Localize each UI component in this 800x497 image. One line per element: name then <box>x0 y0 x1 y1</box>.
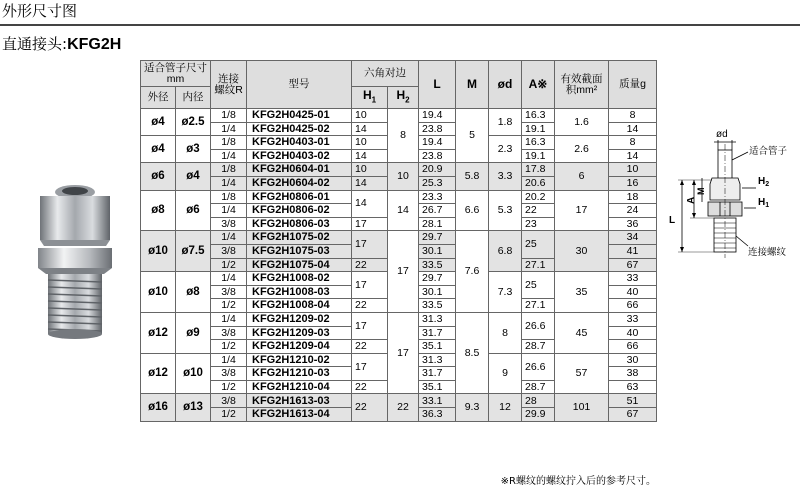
cell-r: 1/8 <box>211 109 247 123</box>
cell-model: KFG2H1075-04 <box>247 258 352 272</box>
cell-a: 28.7 <box>522 340 555 354</box>
header-h1-letter: H <box>362 87 372 102</box>
cell-d: 3.3 <box>489 163 522 190</box>
cell-a: 25 <box>522 231 555 258</box>
section-title <box>2 34 121 55</box>
cell-model: KFG2H0604-01 <box>247 163 352 177</box>
cell-d: 1.8 <box>489 109 522 136</box>
cell-l: 35.1 <box>419 380 456 394</box>
cell-mass: 67 <box>609 408 657 422</box>
cell-l: 29.7 <box>419 272 456 286</box>
cell-h1: 17 <box>352 312 388 339</box>
cell-mass: 8 <box>609 136 657 150</box>
cell-h1: 17 <box>352 217 388 231</box>
cell-l: 33.5 <box>419 299 456 313</box>
cell-h1: 14 <box>352 149 388 163</box>
cell-l: 23.8 <box>419 149 456 163</box>
cell-a: 16.3 <box>522 109 555 123</box>
cell-model: KFG2H1210-02 <box>247 353 352 367</box>
cell-model: KFG2H1008-03 <box>247 285 352 299</box>
cell-r: 1/2 <box>211 299 247 313</box>
cell-id: ø7.5 <box>176 231 211 272</box>
page-title: 外形尺寸图 <box>2 2 78 20</box>
cell-model: KFG2H0403-01 <box>247 136 352 150</box>
cell-h1: 22 <box>352 340 388 354</box>
cell-r: 1/4 <box>211 122 247 136</box>
cell-h1: 14 <box>352 176 388 190</box>
cell-a: 27.1 <box>522 258 555 272</box>
header-M: M <box>456 61 489 109</box>
cell-d: 6.8 <box>489 231 522 272</box>
cell-a: 20.2 <box>522 190 555 204</box>
cell-area: 17 <box>555 190 609 231</box>
drawing-label-a: A <box>686 196 697 204</box>
cell-mass: 8 <box>609 109 657 123</box>
table-row <box>141 109 657 123</box>
table-row <box>141 231 657 245</box>
cell-model: KFG2H1613-04 <box>247 408 352 422</box>
cell-mass: 66 <box>609 340 657 354</box>
cell-area: 45 <box>555 312 609 353</box>
dimension-table-wrap <box>140 60 656 422</box>
cell-l: 25.3 <box>419 176 456 190</box>
cell-model: KFG2H0604-02 <box>247 176 352 190</box>
header-mass: 质量g <box>609 61 657 109</box>
cell-area: 35 <box>555 272 609 313</box>
cell-l: 23.3 <box>419 190 456 204</box>
cell-model: KFG2H1008-04 <box>247 299 352 313</box>
cell-mass: 40 <box>609 285 657 299</box>
cell-area: 2.6 <box>555 136 609 163</box>
header-h2-sub: 2 <box>405 95 410 105</box>
cell-l: 31.7 <box>419 367 456 381</box>
cell-r: 3/8 <box>211 367 247 381</box>
cell-mass: 34 <box>609 231 657 245</box>
cell-h1: 14 <box>352 190 388 217</box>
cell-mass: 41 <box>609 244 657 258</box>
cell-model: KFG2H1075-03 <box>247 244 352 258</box>
cell-od: ø10 <box>141 231 176 272</box>
cell-r: 1/4 <box>211 231 247 245</box>
cell-l: 20.9 <box>419 163 456 177</box>
cell-od: ø10 <box>141 272 176 313</box>
cell-r: 1/2 <box>211 408 247 422</box>
cell-mass: 14 <box>609 149 657 163</box>
drawing-label-h1: $H_1$ <box>758 197 770 209</box>
cell-l: 26.7 <box>419 204 456 218</box>
cell-mass: 16 <box>609 176 657 190</box>
cell-mass: 66 <box>609 299 657 313</box>
fitting-photo <box>30 182 120 342</box>
cell-r: 1/4 <box>211 312 247 326</box>
cell-d: 9 <box>489 353 522 394</box>
cell-h1: 14 <box>352 122 388 136</box>
cell-area: 57 <box>555 353 609 394</box>
cell-mass: 63 <box>609 380 657 394</box>
cell-h1: 22 <box>352 394 388 421</box>
drawing-label-tube: 适合管子 <box>749 146 788 157</box>
cell-id: ø13 <box>176 394 211 421</box>
cell-model: KFG2H0425-02 <box>247 122 352 136</box>
cell-model: KFG2H1075-02 <box>247 231 352 245</box>
cell-l: 31.3 <box>419 353 456 367</box>
cell-mass: 67 <box>609 258 657 272</box>
cell-l: 19.4 <box>419 109 456 123</box>
cell-id: ø2.5 <box>176 109 211 136</box>
cell-r: 1/2 <box>211 258 247 272</box>
cell-id: ø9 <box>176 312 211 353</box>
cell-l: 31.7 <box>419 326 456 340</box>
cell-r: 1/4 <box>211 149 247 163</box>
cell-model: KFG2H0403-02 <box>247 149 352 163</box>
cell-mass: 51 <box>609 394 657 408</box>
header-od: 外径 <box>141 87 176 109</box>
cell-a: 23 <box>522 217 555 231</box>
cell-mass: 18 <box>609 190 657 204</box>
cell-mass: 38 <box>609 367 657 381</box>
cell-h1: 10 <box>352 109 388 123</box>
cell-r: 1/2 <box>211 340 247 354</box>
cell-r: 1/8 <box>211 163 247 177</box>
section-title-prefix: 直通接头: <box>2 35 68 53</box>
cell-r: 3/8 <box>211 394 247 408</box>
cell-area: 6 <box>555 163 609 190</box>
cell-a: 26.6 <box>522 312 555 339</box>
header-hex: 六角对边 <box>352 61 419 87</box>
cell-a: 29.9 <box>522 408 555 422</box>
header-h1-sub: 1 <box>371 95 377 105</box>
cell-id: ø4 <box>176 163 211 190</box>
cell-h2: 14 <box>388 190 419 231</box>
cell-r: 3/8 <box>211 285 247 299</box>
cell-mass: 24 <box>609 204 657 218</box>
cell-od: ø4 <box>141 136 176 163</box>
cell-mass: 14 <box>609 122 657 136</box>
header-area: 有效截面积mm² <box>555 61 609 109</box>
cell-a: 20.6 <box>522 176 555 190</box>
cell-a: 17.8 <box>522 163 555 177</box>
section-title-model: KFG2H <box>67 36 122 53</box>
cell-r: 3/8 <box>211 326 247 340</box>
header-model: 型号 <box>247 61 352 109</box>
cell-m: 9.3 <box>456 394 489 421</box>
cell-a: 25 <box>522 272 555 299</box>
table-row <box>141 394 657 408</box>
drawing-label-l: L <box>669 215 676 226</box>
cell-id: ø3 <box>176 136 211 163</box>
cell-d: 5.3 <box>489 190 522 231</box>
cell-h1: 17 <box>352 272 388 299</box>
cell-l: 30.1 <box>419 244 456 258</box>
cell-r: 1/4 <box>211 204 247 218</box>
header-A: A※ <box>522 61 555 109</box>
cell-model: KFG2H1209-03 <box>247 326 352 340</box>
cell-mass: 36 <box>609 217 657 231</box>
cell-l: 33.1 <box>419 394 456 408</box>
cell-id: ø6 <box>176 190 211 231</box>
cell-h1: 17 <box>352 353 388 380</box>
cell-m: 5.8 <box>456 163 489 190</box>
cell-a: 28.7 <box>522 380 555 394</box>
footnote: ※R螺纹的螺纹拧入后的参考尺寸。 <box>500 476 656 487</box>
table-row <box>141 163 657 177</box>
table-row <box>141 190 657 204</box>
cell-h2: 17 <box>388 231 419 313</box>
cell-a: 22 <box>522 204 555 218</box>
header-h2-letter: H <box>396 87 406 102</box>
cell-m: 6.6 <box>456 190 489 231</box>
cell-od: ø12 <box>141 353 176 394</box>
cell-model: KFG2H1209-04 <box>247 340 352 354</box>
header-h2 <box>388 87 419 109</box>
cell-h1: 10 <box>352 136 388 150</box>
cell-m: 7.6 <box>456 231 489 313</box>
header-tube-size: 适合管子尺寸mm <box>141 61 211 87</box>
cell-h2: 22 <box>388 394 419 421</box>
cell-od: ø6 <box>141 163 176 190</box>
cell-r: 1/8 <box>211 190 247 204</box>
dimension-table <box>140 60 657 422</box>
cell-h1: 22 <box>352 299 388 313</box>
cell-mass: 30 <box>609 353 657 367</box>
title-divider <box>0 24 800 26</box>
cell-mass: 33 <box>609 312 657 326</box>
cell-id: ø8 <box>176 272 211 313</box>
dimension-table-body <box>141 109 657 422</box>
cell-d: 12 <box>489 394 522 421</box>
cell-a: 19.1 <box>522 149 555 163</box>
drawing-label-h2: $H_2$ <box>758 176 770 188</box>
drawing-label-thread: 连接螺纹 <box>748 247 787 258</box>
cell-model: KFG2H0425-01 <box>247 109 352 123</box>
cell-model: KFG2H0806-02 <box>247 204 352 218</box>
header-id: 内径 <box>176 87 211 109</box>
cell-model: KFG2H1613-03 <box>247 394 352 408</box>
cell-area: 30 <box>555 231 609 272</box>
cell-l: 35.1 <box>419 340 456 354</box>
cell-l: 28.1 <box>419 217 456 231</box>
cell-h1: 22 <box>352 380 388 394</box>
cell-area: 1.6 <box>555 109 609 136</box>
header-d: ød <box>489 61 522 109</box>
cell-l: 30.1 <box>419 285 456 299</box>
cell-d: 2.3 <box>489 136 522 163</box>
cell-h1: 10 <box>352 163 388 177</box>
cell-od: ø16 <box>141 394 176 421</box>
cell-h1: 22 <box>352 258 388 272</box>
cell-r: 3/8 <box>211 244 247 258</box>
cell-r: 3/8 <box>211 217 247 231</box>
cell-mass: 10 <box>609 163 657 177</box>
cell-a: 27.1 <box>522 299 555 313</box>
cell-area: 101 <box>555 394 609 421</box>
cell-l: 19.4 <box>419 136 456 150</box>
cell-model: KFG2H1210-03 <box>247 367 352 381</box>
cell-r: 1/2 <box>211 380 247 394</box>
cell-l: 29.7 <box>419 231 456 245</box>
cell-l: 31.3 <box>419 312 456 326</box>
cell-mass: 40 <box>609 326 657 340</box>
drawing-label-d: ød <box>716 129 728 140</box>
drawing-label-m: M <box>696 187 706 195</box>
cell-od: ø4 <box>141 109 176 136</box>
cell-h2: 17 <box>388 312 419 394</box>
cell-d: 7.3 <box>489 272 522 313</box>
cell-m: 8.5 <box>456 312 489 394</box>
cell-od: ø8 <box>141 190 176 231</box>
cell-a: 26.6 <box>522 353 555 380</box>
cell-a: 19.1 <box>522 122 555 136</box>
cell-model: KFG2H1209-02 <box>247 312 352 326</box>
cell-r: 1/8 <box>211 136 247 150</box>
cell-h2: 10 <box>388 163 419 190</box>
cell-r: 1/4 <box>211 272 247 286</box>
table-row <box>141 312 657 326</box>
cell-d: 8 <box>489 312 522 353</box>
cell-mass: 33 <box>609 272 657 286</box>
cell-a: 28 <box>522 394 555 408</box>
header-L: L <box>419 61 456 109</box>
cell-l: 33.5 <box>419 258 456 272</box>
cell-m: 5 <box>456 109 489 163</box>
header-thread: 连接螺纹R <box>211 61 247 109</box>
cell-od: ø12 <box>141 312 176 353</box>
cell-r: 1/4 <box>211 353 247 367</box>
cell-h2: 8 <box>388 109 419 163</box>
cell-l: 23.8 <box>419 122 456 136</box>
cell-r: 1/4 <box>211 176 247 190</box>
cell-model: KFG2H1210-04 <box>247 380 352 394</box>
cell-id: ø10 <box>176 353 211 394</box>
cell-l: 36.3 <box>419 408 456 422</box>
dimension-drawing <box>664 128 798 268</box>
cell-model: KFG2H1008-02 <box>247 272 352 286</box>
cell-model: KFG2H0806-03 <box>247 217 352 231</box>
cell-a: 16.3 <box>522 136 555 150</box>
cell-h1: 17 <box>352 231 388 258</box>
cell-model: KFG2H0806-01 <box>247 190 352 204</box>
header-h1 <box>352 87 388 109</box>
